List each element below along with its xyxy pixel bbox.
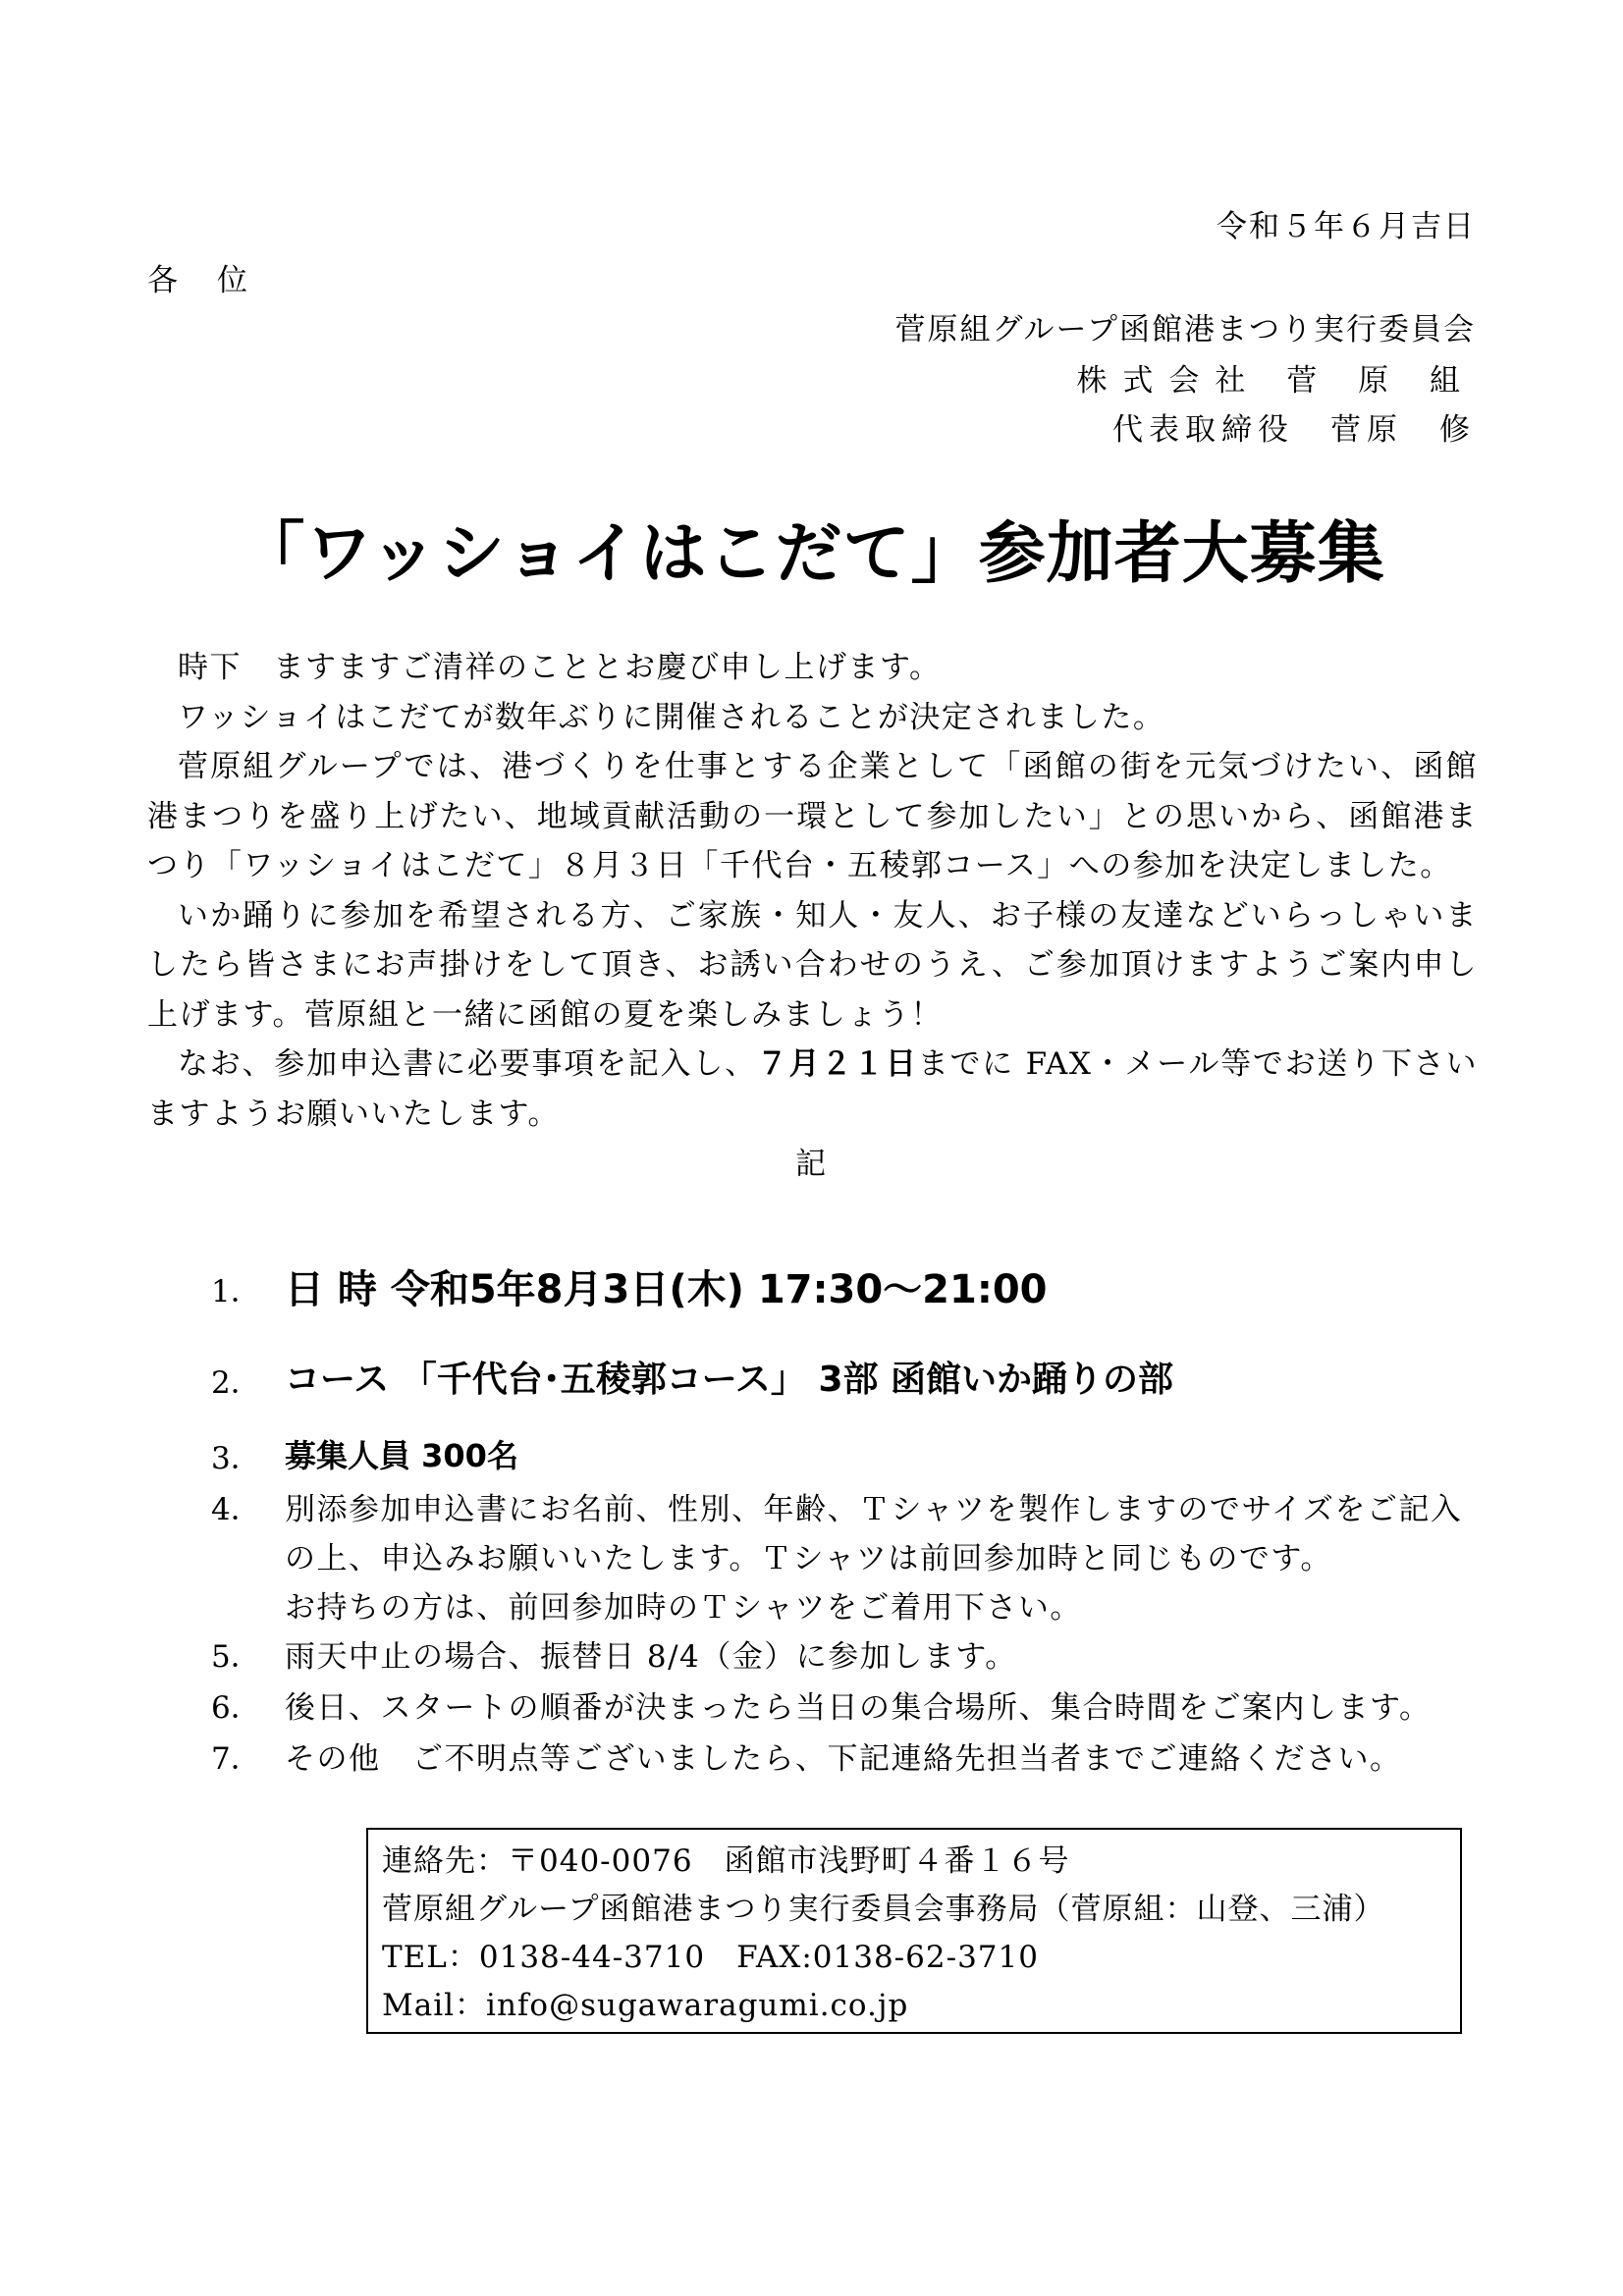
item-number: 4． (211, 1492, 261, 1527)
body-text (147, 643, 1478, 1139)
item-capacity: 募集人員 300名 (285, 1437, 518, 1474)
issue-date: 令和５年６月吉日 (1217, 209, 1476, 244)
paragraph-invitation: いか踊りに参加を希望される方、ご家族・知人・友人、お子様の友達などいらっしゃいましたら皆さまにお声掛けをして頂き、お誘い合わせのうえ、ご参加頂けますようご案内申し上げます。菅原組と一緒に函館の夏を楽しみましょう！ (147, 897, 1478, 1033)
item-schedule: 後日、スタートの順番が決まったら当日の集合場所、集合時間をご案内します。 (285, 1690, 1432, 1726)
item-application-line3: お持ちの方は、前回参加時のＴシャツをご着用下さい。 (285, 1590, 1082, 1626)
item-number: 3． (211, 1441, 261, 1476)
addressee: 各位 (147, 263, 287, 298)
item-number: 1． (211, 1274, 261, 1309)
item-datetime: 日 時 令和5年8月3日(木) 17:30～21:00 (285, 1267, 1048, 1312)
item-number: 7． (211, 1741, 261, 1777)
contact-email[interactable]: Mail：info@sugawaragumi.co.jp (382, 1988, 909, 2023)
paragraph-greeting: 時下 ますますご清祥のこととお慶び申し上げます。 (178, 650, 942, 685)
paragraph-decision: 菅原組グループでは、港づくりを仕事とする企業として「函館の街を元気づけたい、函館港まつりを盛り上げたい、地域貢献活動の一環として参加したい」との思いから、函館港まつり「ワッショイはこだて」８月３日「千代台・五稜郭コース」への参加を決定しました。 (147, 749, 1478, 883)
sender-organization: 菅原組グループ函館港まつり実行委員会 (894, 312, 1476, 347)
contact-address: 連絡先：〒040-0076 函館市浅野町４番１６号 (382, 1843, 1070, 1879)
paragraph-deadline (147, 1040, 1478, 1139)
ki-heading: 記 (795, 1147, 828, 1182)
sender-representative: 代表取締役 菅原 修 (1112, 412, 1476, 448)
item-rain: 雨天中止の場合、振替日 8/4（金）に参加します。 (285, 1639, 1017, 1675)
item-number: 2． (211, 1365, 261, 1401)
contact-phone-fax: TEL：0138-44-3710 FAX:0138-62-3710 (382, 1940, 1039, 1975)
deadline-date: ７月２１日 (756, 1046, 918, 1082)
item-other: その他 ご不明点等ございましたら、下記連絡先担当者までご連絡ください。 (285, 1741, 1402, 1777)
sender-company: 株式会社 菅 原 組 (1076, 363, 1476, 399)
deadline-post: までに FAX・メール等でお送り下さいますようお願いいたします。 (147, 1046, 1478, 1132)
contact-box (366, 1828, 1462, 2034)
paragraph-announcement: ワッショイはこだてが数年ぶりに開催されることが決定されました。 (178, 699, 1165, 735)
item-course: コース 「千代台･五稜郭コース」 3部 函館いか踊りの部 (285, 1360, 1174, 1400)
item-number: 5． (211, 1639, 261, 1675)
item-number: 6． (211, 1690, 261, 1726)
page-title: 「ワッショイはこだて」参加者大募集 (238, 515, 1385, 593)
item-application-line1: 別添参加申込書にお名前、性別、年齢、Ｔシャツを製作しますのでサイズをご記入 (285, 1492, 1463, 1527)
deadline-pre: なお、参加申込書に必要事項を記入し、 (178, 1046, 757, 1082)
item-application-line2: の上、申込みお願いいたします。Ｔシャツは前回参加時と同じものです。 (285, 1541, 1332, 1576)
contact-office: 菅原組グループ函館港まつり実行委員会事務局（菅原組：山登、三浦） (382, 1892, 1385, 1927)
